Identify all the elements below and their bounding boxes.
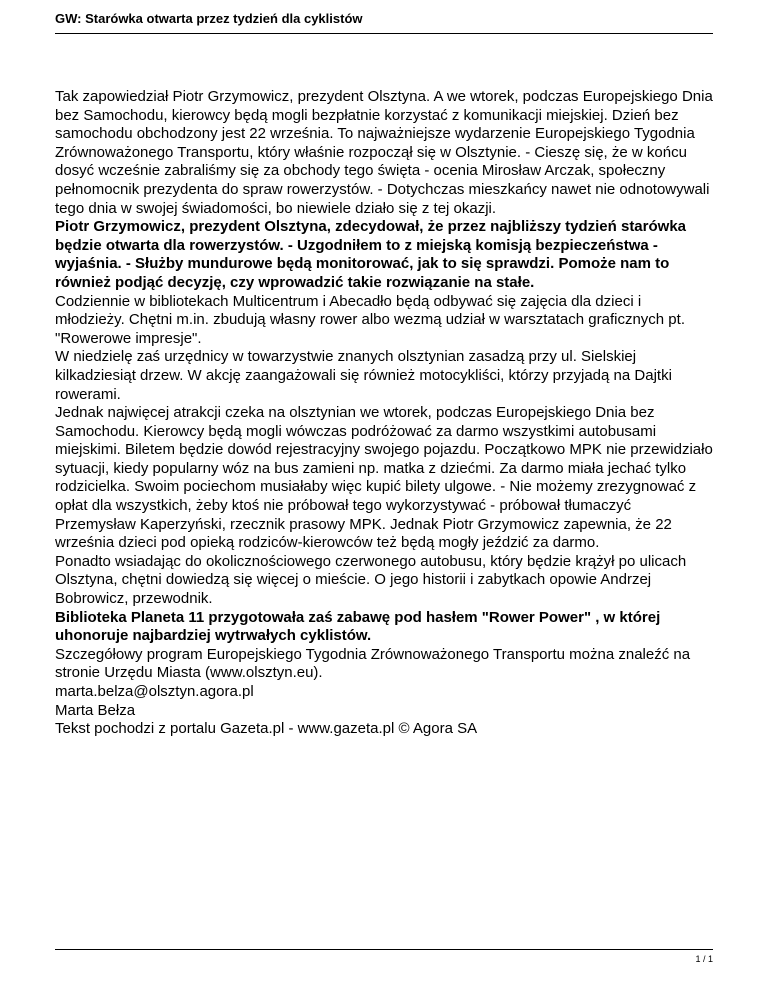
article-paragraph: Ponadto wsiadając do okolicznościowego czerwonego autobusu, który będzie krążył po ulicach Olsztyna, chętni dowiedzą się więcej o mieście. O jego historii i zabytkach opowie Andrzej Bobrowicz, przewodnik. [55, 552, 687, 608]
article-paragraph: W niedzielę zaś urzędnicy w towarzystwie znanych olsztynian zasadzą przy ul. Sielskiej kilkadziesiąt drzew. W akcję zaangażowali się również motocykliści, którzy przyjadą na Dajtki rowerami. [55, 348, 672, 403]
article-paragraph: Szczegółowy program Europejskiego Tygodnia Zrównoważonego Transportu można znaleźć na stronie Urzędu Miasta (www.olsztyn.eu). [55, 645, 691, 682]
source-note: Tekst pochodzi z portalu Gazeta.pl - www.gazeta.pl © Agora SA [55, 720, 478, 738]
article-paragraph-bold: Piotr Grzymowicz, prezydent Olsztyna, zdecydował, że przez najbliższy tydzień starówka będzie otwarta dla rowerzystów. - Uzgodniłem to z miejską komisją bezpieczeństwa - wyjaśnia. - Służby mundurowe będą monitorować, jak to się sprawdzi. Pomoże nam to również podjąć decyzję, czy wprowadzić takie rozwiązanie na stałe. [55, 218, 687, 291]
article-paragraph: Codziennie w bibliotekach Multicentrum i Abecadło będą odbywać się zajęcia dla dzieci i młodzieży. Chętni m.in. zbudują własny rower albo wezmą udział w warsztatach graficznych pt. "Rowerowe impresje". [55, 292, 685, 347]
page-number: 1 / 1 [695, 954, 713, 964]
author-email: marta.belza@olsztyn.agora.pl [55, 683, 254, 700]
author-name: Marta Bełza [55, 701, 136, 719]
article-paragraph-bold: Biblioteka Planeta 11 przygotowała zaś zabawę pod hasłem "Rower Power" , w której uhonoruje najbardziej wytrwałych cyklistów. [55, 608, 661, 645]
page-title: GW: Starówka otwarta przez tydzień dla cyklistów [55, 11, 363, 26]
page-footer [55, 949, 713, 964]
page-header [55, 8, 713, 34]
article-paragraph: Tak zapowiedział Piotr Grzymowicz, prezydent Olsztyna. A we wtorek, podczas Europejskiego Dnia bez Samochodu, kierowcy będą mogli bezpłatnie korzystać z komunikacji miejskiej. Dzień bez samochodu obchodzony jest 22 września. To najważniejsze wydarzenie Europejskiego Tygodnia Zrównoważonego Transportu, który właśnie rozpoczął się w Olsztynie. - Cieszę się, że w końcu dosyć wcześnie zabraliśmy się za obchody tego święta - ocenia Mirosław Arczak, społeczny pełnomocnik prezydenta do spraw rowerzystów. - Dotychczas mieszkańcy nawet nie odnotowywali tego dnia w swojej świadomości, bo niewiele działo się z tej okazji. [55, 88, 713, 217]
article-body [55, 88, 715, 739]
article-paragraph: Jednak najwięcej atrakcji czeka na olsztynian we wtorek, podczas Europejskiego Dnia bez Samochodu. Kierowcy będą mogli wówczas podróżować za darmo wszystkimi autobusami miejskimi. Biletem będzie dowód rejestracyjny swojego pojazdu. Początkowo MPK nie przewidziało sytuacji, kiedy popularny wóz na bus zamieni np. matka z dziećmi. Za darmo miała jechać tylko rodzicielka. Swoim pociechom musiałaby więc kupić bilety ulgowe. - Nie możemy zrezygnować z opłat dla wszystkich, żeby ktoś nie próbował tego wykorzystywać - próbował tłumaczyć Przemysław Kaperzyński, rzecznik prasowy MPK. Jednak Piotr Grzymowicz zapewnia, że 22 września dzieci pod opieką rodziców-kierowców też będą mogły jeździć za darmo. [55, 404, 713, 552]
